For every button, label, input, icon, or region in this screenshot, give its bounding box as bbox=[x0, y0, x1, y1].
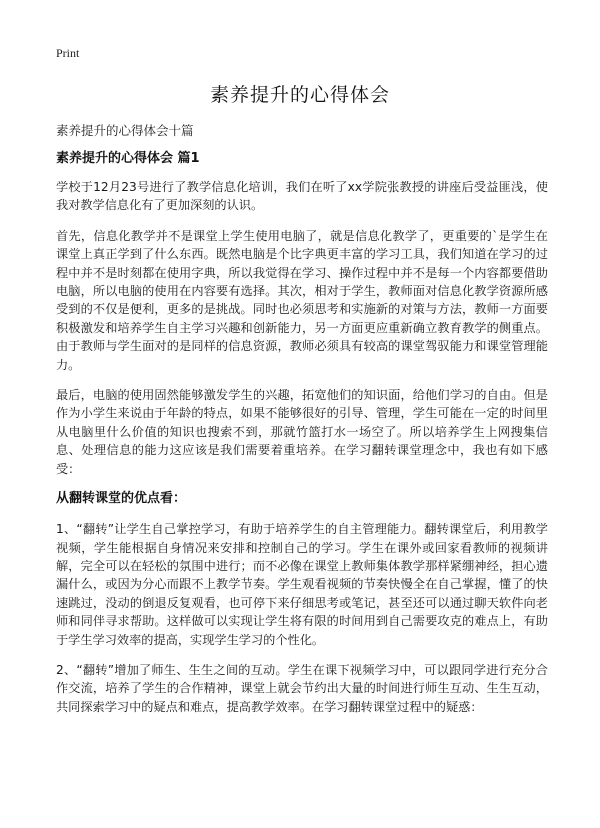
article-body bbox=[56, 150, 548, 728]
page-title: 素养提升的心得体会 bbox=[209, 84, 390, 106]
paragraph-5: 2、“翻转”增加了师生、生生之间的互动。学生在课下视频学习中，可以跟同学进行充分合作交流，培养了学生的合作精神，课堂上就会节约出大量的时间进行师生互动、生生互动，共同探索学习中的疑点和难点，提高教学效率。在学习翻转课堂过程中的疑惑： bbox=[56, 662, 548, 714]
paragraph-4: 1、“翻转”让学生自己掌控学习，有助于培养学生的自主管理能力。翻转课堂后，利用教学视频，学生能根据自身情况来安排和控制自己的学习。学生在课外或回家看教师的视频讲解，完全可以在轻松的氛围中进行；而不必像在课堂上教师集体教学那样紧绷神经，担心遗漏什么，或因为分心而跟不上教学节奏。学生观看视频的节奏快慢全在自己掌握，懂了的快速跳过，没动的倒退反复观看，也可停下来仔细思考或笔记，甚至还可以通过聊天软件向老师和同伴寻求帮助。这样做可以实现让学生将有限的时间用到自己需要攻克的难点上，有助于学生学习效率的提高，实现学生学习的个性化。 bbox=[56, 522, 548, 647]
paragraph-3: 最后，电脑的使用固然能够激发学生的兴趣，拓宽他们的知识面，给他们学习的自由。但是作为小学生来说由于年龄的特点，如果不能够很好的引导、管理，学生可能在一定的时间里从电脑里什么价值的知识也搜索不到，那就竹篮打水一场空了。所以培养学生上网搜集信息、处理信息的能力这应该是我们需要着重培养。在学习翻转课堂理念中，我也有如下感受： bbox=[56, 388, 548, 476]
section-heading-2: 从翻转课堂的优点看： bbox=[56, 491, 187, 507]
print-link[interactable]: Print bbox=[56, 46, 80, 60]
section-heading-1: 素养提升的心得体会 篇1 bbox=[56, 151, 200, 166]
paragraph-2: 首先，信息化教学并不是课堂上学生使用电脑了，就是信息化教学了，更重要的`是学生在课堂上真正学到了什么东西。既然电脑是个比字典更丰富的学习工具，我们知道在学习的过程中并不是时刻都在使用字典，所以我觉得在学习、操作过程中并不是每一个内容都要借助电脑，所以电脑的使用在内容要有选择。其次，相对于学生，教师面对信息化教学资源所感受到的不仅是便利，更多的是挑战。同时也必须思考和实施新的对策与方法，教师一方面要积极激发和培养学生自主学习兴趣和创新能力，另一方面更应重新确立教育教学的侧重点。由于教师与学生面对的是同样的信息资源，教师必须具有较高的课堂驾驭能力和课堂管理能力。 bbox=[56, 228, 548, 372]
document-subtitle: 素养提升的心得体会十篇 bbox=[56, 123, 194, 138]
paragraph-1: 学校于12月23号进行了教学信息化培训，我们在听了xx学院张教授的讲座后受益匪浅，使我对教学信息化有了更加深刻的认识。 bbox=[56, 180, 548, 213]
